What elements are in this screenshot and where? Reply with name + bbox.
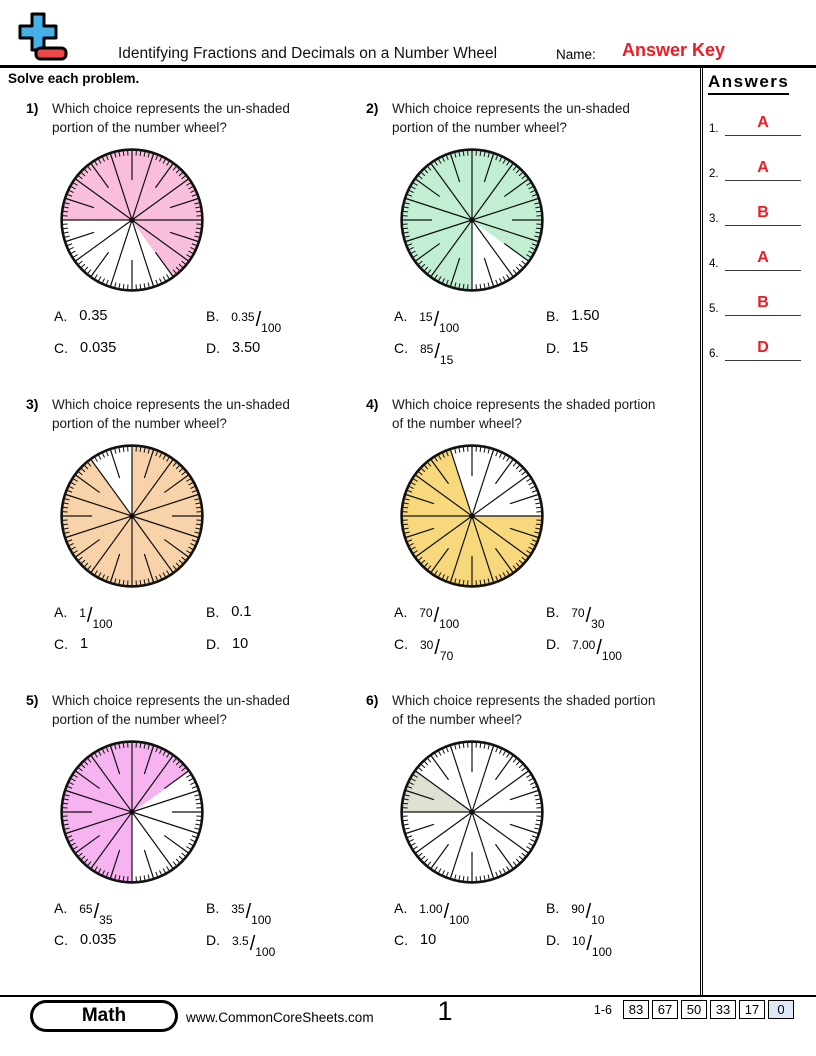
fraction-denominator: 100	[439, 616, 460, 631]
fraction-value	[231, 900, 272, 927]
choice-B	[206, 307, 376, 335]
score-range-label: 1-6	[593, 1002, 612, 1017]
wheel-hub	[129, 217, 135, 223]
fraction-slash: /	[434, 340, 440, 363]
answers-panel-title: Answers	[708, 72, 789, 95]
choice-A	[394, 307, 546, 335]
fraction-numerator: 70	[571, 605, 585, 620]
fraction-slash: /	[586, 932, 592, 955]
answer-blank-line	[725, 360, 801, 361]
problem-question: Which choice represents the un-shaded portion of the number wheel?	[52, 693, 290, 727]
choice-A	[394, 899, 546, 927]
choice-C	[394, 932, 546, 955]
answer-blank-line	[725, 270, 801, 271]
math-subject-badge	[30, 1000, 178, 1032]
fraction-value	[572, 636, 622, 663]
choice-letter: C.	[54, 635, 68, 652]
wheel-hub	[469, 217, 475, 223]
answer-blank-line	[725, 225, 801, 226]
choices-grid	[54, 604, 360, 658]
choice-D	[206, 931, 376, 959]
fraction-denominator: 100	[92, 616, 113, 631]
decimal-value: 10	[420, 931, 437, 948]
choice-letter: C.	[54, 931, 68, 948]
choice-letter: B.	[206, 603, 220, 620]
fraction-value	[79, 900, 113, 927]
fraction-denominator: 70	[439, 648, 454, 663]
score-box-3: 50	[681, 1000, 707, 1019]
instructions-text: Solve each problem.	[8, 71, 140, 86]
choice-A	[394, 603, 546, 631]
fraction-slash: /	[433, 308, 440, 331]
score-box-6: 0	[768, 1000, 794, 1019]
problem-number: 3)	[26, 396, 39, 412]
fraction-slash: /	[596, 636, 602, 659]
fraction-numerator: 85	[420, 341, 434, 356]
commoncoresheets-logo-icon	[12, 10, 74, 66]
math-badge-label: Math	[33, 1003, 175, 1029]
choice-C	[54, 932, 206, 955]
choice-letter: D.	[546, 635, 560, 652]
problem-6	[366, 692, 700, 959]
fraction-denominator: 30	[591, 616, 605, 631]
choice-D	[546, 340, 716, 363]
score-box-2: 67	[652, 1000, 678, 1019]
choice-letter: A.	[394, 307, 408, 324]
fraction-value	[231, 308, 282, 335]
fraction-denominator: 35	[99, 912, 113, 927]
fraction-numerator: 70	[419, 605, 433, 620]
choice-letter: D.	[546, 931, 560, 948]
header-divider	[0, 65, 816, 68]
answer-blank-line	[725, 315, 801, 316]
answer-value: B	[757, 204, 769, 221]
decimal-value: 0.035	[80, 931, 117, 948]
fraction-value	[420, 636, 454, 663]
wheel-hub	[469, 513, 475, 519]
answer-item-3	[709, 200, 809, 226]
fraction-numerator: 0.35	[231, 309, 255, 324]
fraction-numerator: 90	[571, 901, 585, 916]
footer-divider	[0, 995, 816, 997]
fraction-value	[571, 900, 605, 927]
problem-2	[366, 100, 700, 367]
wheel-container	[396, 736, 548, 888]
answer-item-5	[709, 290, 809, 316]
fraction-value	[419, 308, 460, 335]
problem-question: Which choice represents the shaded portion of the number wheel?	[392, 693, 656, 727]
problem-1	[26, 100, 360, 362]
worksheet-title: Identifying Fractions and Decimals on a Number Wheel	[118, 45, 498, 62]
choice-C	[394, 339, 546, 367]
fraction-denominator: 100	[261, 320, 282, 335]
number-wheel	[396, 736, 548, 888]
answer-value: D	[757, 339, 769, 356]
fraction-denominator: 100	[591, 944, 612, 959]
fraction-slash: /	[245, 900, 252, 923]
choice-B	[546, 899, 716, 927]
choices-grid	[54, 308, 360, 362]
choice-letter: B.	[206, 307, 220, 324]
fraction-slash: /	[93, 900, 100, 923]
answers-panel	[700, 68, 816, 995]
answer-item-6	[709, 335, 809, 361]
score-boxes	[620, 1000, 794, 1019]
page-number: 1	[437, 996, 453, 1026]
answer-key-text: Answer Key	[622, 40, 726, 60]
decimal-value: 1.50	[571, 307, 600, 324]
fraction-value	[419, 604, 460, 631]
fraction-denominator: 100	[449, 912, 470, 927]
wheel-container	[56, 736, 208, 888]
fraction-value	[232, 932, 276, 959]
problem-4	[366, 396, 700, 663]
fraction-denominator: 100	[255, 944, 276, 959]
fraction-slash: /	[433, 604, 440, 627]
fraction-slash: /	[443, 900, 450, 923]
choice-letter: B.	[546, 899, 560, 916]
decimal-value: 0.35	[79, 307, 108, 324]
choice-letter: A.	[394, 899, 408, 916]
answer-value: A	[757, 114, 769, 131]
choice-letter: C.	[54, 339, 68, 356]
shaded-wedge	[402, 771, 472, 812]
choices-grid	[394, 603, 700, 663]
choice-letter: A.	[54, 307, 68, 324]
choice-B	[206, 899, 376, 927]
fraction-numerator: 7.00	[572, 637, 596, 652]
fraction-numerator: 35	[231, 901, 245, 916]
choice-letter: B.	[546, 603, 560, 620]
fraction-value	[571, 604, 605, 631]
score-box-1: 83	[623, 1000, 649, 1019]
problem-number: 6)	[366, 692, 379, 708]
answer-item-4	[709, 245, 809, 271]
problem-question: Which choice represents the shaded portion of the number wheel?	[392, 397, 656, 431]
fraction-denominator: 100	[601, 648, 622, 663]
answer-blank-line	[725, 135, 801, 136]
choice-letter: C.	[394, 635, 408, 652]
fraction-numerator: 3.5	[232, 933, 249, 948]
choice-letter: C.	[394, 339, 408, 356]
fraction-numerator: 1.00	[419, 901, 443, 916]
choice-letter: A.	[54, 899, 68, 916]
number-wheel	[396, 440, 548, 592]
answer-item-1	[709, 110, 809, 136]
choice-B	[546, 603, 716, 631]
choices-grid	[394, 899, 700, 959]
choice-C	[394, 635, 546, 663]
choice-D	[546, 931, 716, 959]
decimal-value: 0.1	[231, 603, 252, 620]
choice-letter: D.	[206, 635, 220, 652]
decimal-value: 0.035	[80, 339, 117, 356]
fraction-denominator: 100	[251, 912, 272, 927]
decimal-value: 10	[232, 635, 249, 652]
choice-letter: B.	[546, 307, 560, 324]
answer-number: 4.	[709, 258, 719, 270]
answer-blank-line	[725, 180, 801, 181]
wheel-hub	[129, 513, 135, 519]
answer-value: B	[757, 294, 769, 311]
problem-3	[26, 396, 360, 658]
decimal-value: 1	[80, 635, 89, 652]
choice-letter: A.	[394, 603, 408, 620]
problem-number: 2)	[366, 100, 379, 116]
fraction-numerator: 1	[79, 605, 86, 620]
problem-question: Which choice represents the un-shaded portion of the number wheel?	[52, 397, 290, 431]
choice-letter: D.	[546, 339, 560, 356]
choice-D	[206, 340, 376, 362]
fraction-numerator: 15	[419, 309, 433, 324]
fraction-slash: /	[249, 932, 256, 955]
decimal-value: 15	[572, 339, 589, 356]
wheel-container	[56, 440, 208, 592]
choice-letter: A.	[54, 603, 68, 620]
answer-number: 2.	[709, 168, 719, 180]
choice-letter: D.	[206, 339, 220, 356]
choice-A	[54, 308, 206, 331]
fraction-slash: /	[255, 308, 262, 331]
choices-grid	[394, 307, 700, 367]
fraction-slash: /	[585, 900, 592, 923]
choice-D	[546, 635, 716, 663]
answer-value: A	[757, 159, 769, 176]
problem-question: Which choice represents the un-shaded portion of the number wheel?	[52, 101, 290, 135]
choice-B	[546, 308, 716, 331]
answer-number: 1.	[709, 123, 719, 135]
wheel-hub	[469, 809, 475, 815]
answer-value: A	[757, 249, 769, 266]
fraction-slash: /	[585, 604, 592, 627]
score-box-5: 17	[739, 1000, 765, 1019]
fraction-value	[572, 932, 612, 959]
fraction-denominator: 10	[591, 912, 605, 927]
answer-item-2	[709, 155, 809, 181]
choice-letter: D.	[206, 931, 220, 948]
fraction-numerator: 30	[420, 637, 434, 652]
fraction-value	[420, 340, 454, 367]
problem-question: Which choice represents the un-shaded portion of the number wheel?	[392, 101, 630, 135]
number-wheel	[56, 144, 208, 296]
number-wheel	[396, 144, 548, 296]
score-box-4: 33	[710, 1000, 736, 1019]
fraction-denominator: 15	[439, 352, 454, 367]
choice-A	[54, 899, 206, 927]
fraction-slash: /	[434, 636, 440, 659]
choices-grid	[54, 899, 360, 959]
fraction-numerator: 65	[79, 901, 93, 916]
problem-5	[26, 692, 360, 959]
decimal-value: 3.50	[232, 339, 261, 356]
choice-B	[206, 604, 376, 627]
choice-letter: C.	[394, 931, 408, 948]
fraction-value	[419, 900, 470, 927]
wheel-hub	[129, 809, 135, 815]
choice-letter: B.	[206, 899, 220, 916]
choice-C	[54, 636, 206, 658]
fraction-slash: /	[86, 604, 93, 627]
number-wheel	[56, 440, 208, 592]
wheel-container	[56, 144, 208, 296]
choice-D	[206, 636, 376, 658]
wheel-container	[396, 440, 548, 592]
problem-number: 5)	[26, 692, 39, 708]
choice-A	[54, 603, 206, 631]
wheel-container	[396, 144, 548, 296]
fraction-denominator: 100	[439, 320, 460, 335]
answer-number: 6.	[709, 348, 719, 360]
fraction-numerator: 10	[572, 933, 586, 948]
answer-number: 3.	[709, 213, 719, 225]
number-wheel	[56, 736, 208, 888]
name-label: Name:	[556, 47, 596, 62]
score-strip	[594, 1000, 794, 1019]
choice-C	[54, 340, 206, 362]
problem-number: 4)	[366, 396, 379, 412]
problem-number: 1)	[26, 100, 39, 116]
fraction-value	[79, 604, 113, 631]
site-url: www.CommonCoreSheets.com	[186, 1010, 374, 1025]
answer-number: 5.	[709, 303, 719, 315]
